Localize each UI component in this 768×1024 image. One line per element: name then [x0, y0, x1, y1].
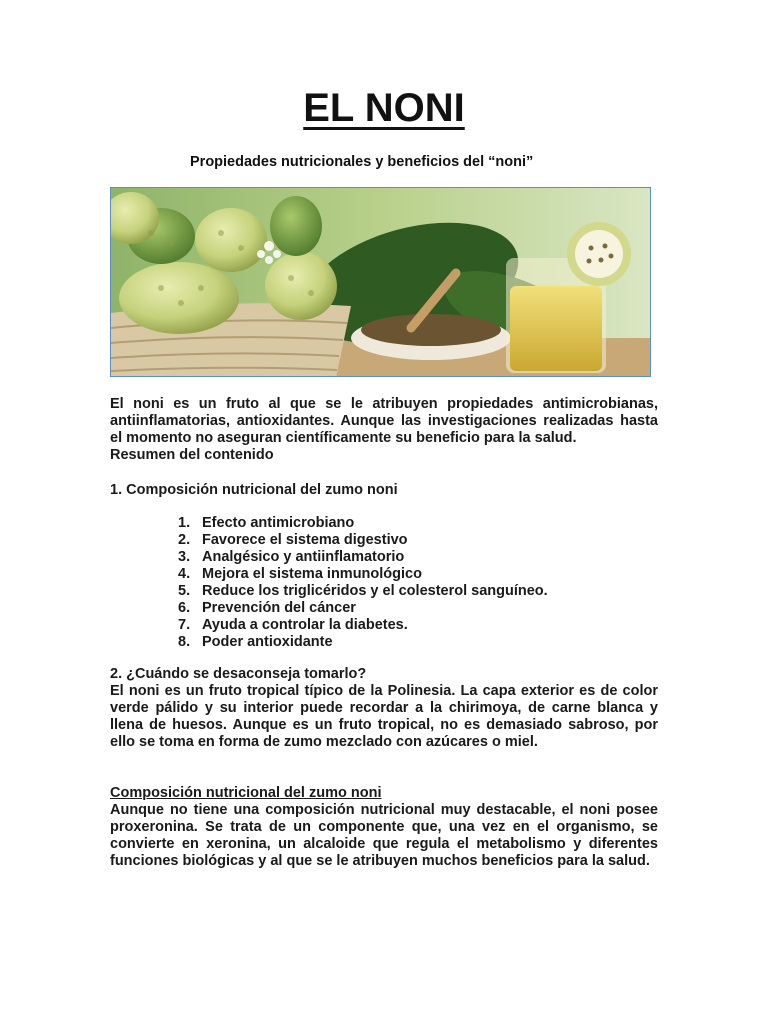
intro-paragraph [110, 396, 658, 464]
list-item-text: Efecto antimicrobiano [202, 515, 355, 531]
list-item [178, 566, 548, 583]
paragraph-2: El noni es un fruto tropical típico de la Polinesia. La capa exterior es de color verde pálido y su interior puede recordar a la chirimoya, de carne blanca y llena de huesos. Aunque es un fruto tropical, no es demasiado sabroso, por ello se toma en forma de zumo mezclado con azúcares o miel. [110, 683, 658, 750]
list-item [178, 583, 548, 600]
list-item-number: 2. [178, 532, 191, 548]
subtitle: Propiedades nutricionales y beneficios del “noni” [190, 154, 534, 170]
list-item-text: Analgésico y antiinflamatorio [202, 549, 405, 565]
heading-3: Composición nutricional del zumo noni [110, 785, 382, 801]
list-item [178, 549, 548, 566]
list-item [178, 634, 548, 651]
intro-text: El noni es un fruto al que se le atribuyen propiedades antimicrobianas, antiinflamatorias, antioxidantes. Aunque las investigaciones realizadas hasta el momento no aseguran científicamente su beneficio para la salud. [110, 396, 658, 446]
list-item-text: Favorece el sistema digestivo [202, 532, 408, 548]
list-item-number: 4. [178, 566, 191, 582]
list-item-number: 8. [178, 634, 191, 650]
list-item-text: Poder antioxidante [202, 634, 333, 650]
summary-label: Resumen del contenido [110, 447, 274, 463]
list-item-text: Mejora el sistema inmunológico [202, 566, 422, 582]
list-item [178, 617, 548, 634]
section-2-heading: 2. ¿Cuándo se desaconseja tomarlo? [110, 666, 367, 682]
list-item-number: 5. [178, 583, 191, 599]
list-item [178, 532, 548, 549]
section-1-heading: 1. Composición nutricional del zumo noni [110, 482, 398, 498]
list-item-number: 6. [178, 600, 191, 616]
list-item-text: Reduce los triglicéridos y el colesterol sanguíneo. [202, 583, 548, 599]
list-item-text: Ayuda a controlar la diabetes. [202, 617, 408, 633]
list-item-number: 1. [178, 515, 191, 531]
sub-list [178, 515, 548, 651]
list-item [178, 515, 548, 532]
list-item [178, 600, 548, 617]
page-title: EL NONI [303, 86, 465, 130]
list-item-number: 3. [178, 549, 191, 565]
noni-photo [110, 187, 651, 377]
list-item-number: 7. [178, 617, 191, 633]
list-item-text: Prevención del cáncer [202, 600, 356, 616]
paragraph-3: Aunque no tiene una composición nutricional muy destacable, el noni posee proxeronina. Se trata de un componente que, una vez en el organismo, se convierte en xeronina, un alcaloide que regula el metabolismo y diferentes funciones biológicas y al que se le atribuyen muchos beneficios para la salud. [110, 802, 658, 869]
